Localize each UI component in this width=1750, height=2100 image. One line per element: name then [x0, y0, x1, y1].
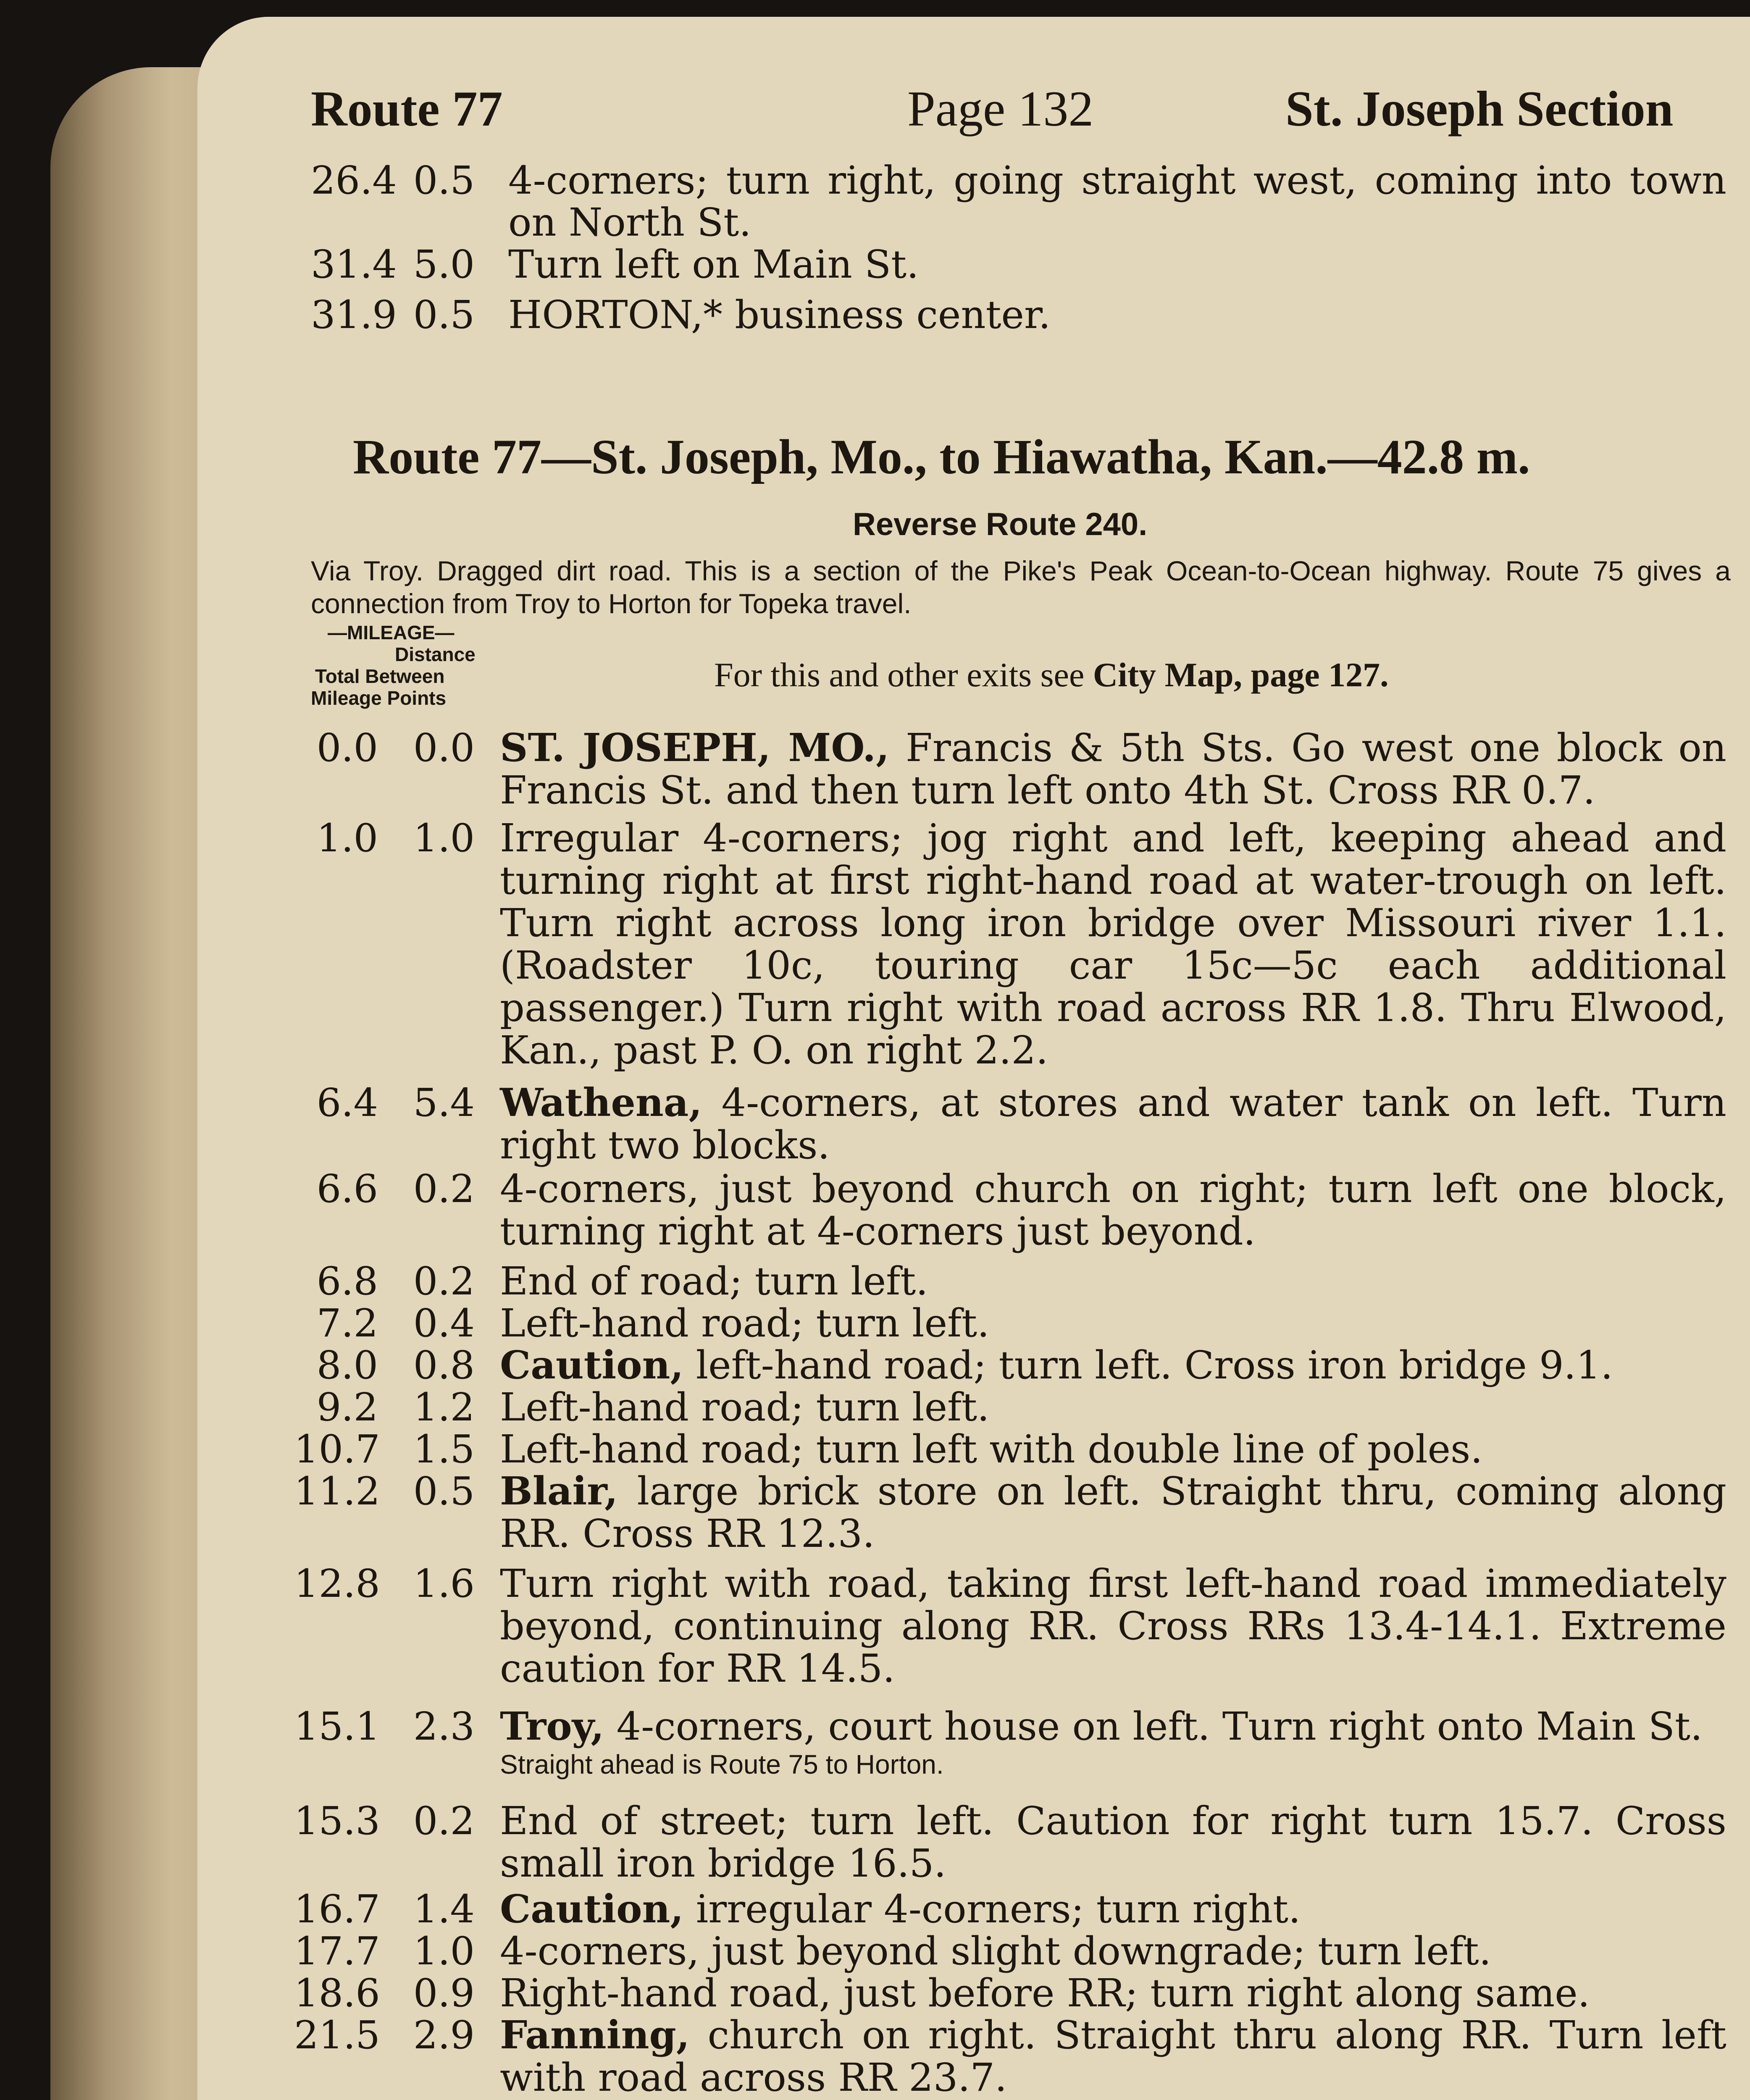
distance-between: 0.0	[413, 725, 475, 770]
distance-between: 1.4	[413, 1887, 475, 1932]
direction-detail: left-hand road; turn left. Cross iron bridge 9.1.	[683, 1343, 1613, 1388]
direction-detail: large brick store on left. Straight thru, coming along RR. Cross RR 12.3.	[500, 1469, 1726, 1556]
total-mileage: 26.4	[311, 158, 397, 203]
place-name: Blair,	[500, 1468, 618, 1514]
top-route-row	[311, 160, 1731, 244]
mileage-column-header	[311, 622, 512, 709]
distance-between: 0.5	[413, 1469, 475, 1514]
total-mileage: 17.7	[294, 1929, 380, 1974]
direction-text	[500, 1428, 1726, 1470]
distance-between: 0.2	[413, 1166, 475, 1211]
direction-detail: Right-hand road, just before RR; turn right along same.	[500, 1971, 1590, 2016]
total-mileage: 31.9	[311, 292, 397, 337]
total-mileage: 7.2	[316, 1301, 378, 1346]
direction-text	[500, 727, 1726, 811]
total-between-label: Total Between	[315, 665, 445, 687]
direction-text	[500, 2014, 1726, 2099]
total-mileage: 8.0	[316, 1343, 378, 1388]
distance-label: Distance	[395, 643, 476, 665]
direction-detail: 4-corners, at stores and water tank on left. Turn right two blocks.	[500, 1080, 1726, 1168]
direction-text: Turn left on Main St.	[508, 242, 919, 287]
route-title: Route 77—St. Joseph, Mo., to Hiawatha, Kan.—42.8 m.	[353, 429, 1530, 484]
city-map-reference	[714, 655, 1389, 695]
top-route-row	[311, 244, 1731, 286]
place-name: Caution,	[500, 1342, 684, 1388]
direction-text	[500, 1562, 1726, 1690]
direction-detail: 4-corners, court house on left. Turn right onto Main St.	[604, 1704, 1703, 1749]
total-mileage: 6.6	[316, 1166, 378, 1211]
route-intro: Via Troy. Dragged dirt road. This is a section of the Pike's Peak Ocean-to-Ocean highway. Route 75 gives a connection from Troy to Horton for Topeka travel.	[311, 555, 1731, 619]
top-route-row	[311, 294, 1731, 336]
direction-detail: irregular 4-corners; turn right.	[683, 1887, 1301, 1932]
direction-text	[500, 1888, 1726, 1930]
direction-text	[500, 1470, 1726, 1555]
distance-between: 0.2	[413, 1798, 475, 1843]
distance-between: 2.9	[413, 2013, 475, 2058]
distance-between: 1.0	[413, 816, 475, 861]
place-name: Fanning,	[500, 2012, 690, 2058]
distance-between: 1.2	[413, 1385, 475, 1430]
total-mileage: 31.4	[311, 242, 397, 287]
city-map-page: City Map, page 127.	[1093, 656, 1389, 694]
direction-text	[500, 1972, 1726, 2014]
direction-text	[500, 1930, 1726, 1972]
distance-between: 5.0	[413, 242, 475, 287]
direction-text: 4-corners; turn right, going straight west, coming into town on North St.	[508, 158, 1726, 245]
direction-text	[500, 1344, 1726, 1386]
total-mileage: 18.6	[294, 1971, 380, 2016]
place-name: ST. JOSEPH, MO.,	[500, 725, 890, 770]
distance-between: 1.0	[413, 1929, 475, 1974]
direction-detail: Left-hand road; turn left.	[500, 1301, 990, 1346]
direction-text	[500, 1386, 1726, 1428]
direction-text	[500, 1302, 1726, 1344]
distance-between: 5.4	[413, 1080, 475, 1125]
total-mileage: 21.5	[294, 2013, 380, 2058]
total-mileage: 12.8	[294, 1561, 380, 1606]
direction-detail: 4-corners, just beyond slight downgrade; turn left.	[500, 1929, 1492, 1974]
distance-between: 1.6	[413, 1561, 475, 1606]
distance-between: 0.5	[413, 158, 475, 203]
direction-detail: Left-hand road; turn left with double line of poles.	[500, 1427, 1483, 1472]
direction-detail: 4-corners, just beyond church on right; turn left one block, turning right at 4-corners just beyond.	[500, 1166, 1726, 1254]
direction-text: HORTON,* business center.	[508, 292, 1051, 337]
distance-between: 0.5	[413, 292, 475, 337]
direction-text	[500, 817, 1726, 1071]
distance-between: 1.5	[413, 1427, 475, 1472]
direction-detail: church on right. Straight thru along RR. Turn left with road across RR 23.7.	[500, 2013, 1726, 2100]
city-map-prefix: For this and other exits see	[714, 656, 1085, 694]
direction-detail: End of street; turn left. Caution for right turn 15.7. Cross small iron bridge 16.5.	[500, 1798, 1726, 1886]
total-mileage: 9.2	[316, 1385, 378, 1430]
total-mileage: 10.7	[294, 1427, 380, 1472]
direction-text	[500, 1705, 1726, 1781]
direction-text	[500, 1168, 1726, 1252]
mileage-points-label: Mileage Points	[311, 687, 447, 709]
distance-between: 0.4	[413, 1301, 475, 1346]
total-mileage: 11.2	[294, 1469, 380, 1514]
distance-between: 0.2	[413, 1259, 475, 1304]
place-name: Caution,	[500, 1886, 684, 1932]
route-note: Straight ahead is Route 75 to Horton.	[500, 1749, 944, 1780]
direction-text	[500, 1800, 1726, 1885]
distance-between: 0.8	[413, 1343, 475, 1388]
page-number-header: Page 132	[907, 81, 1094, 136]
total-mileage: 15.1	[294, 1704, 380, 1749]
section-header: St. Joseph Section	[1285, 81, 1674, 136]
total-mileage: 6.8	[316, 1259, 378, 1304]
distance-between: 2.3	[413, 1704, 475, 1749]
total-mileage: 1.0	[316, 816, 378, 861]
direction-detail: Francis & 5th Sts. Go west one block on Francis St. and then turn left onto 4th St. Cross RR 0.7.	[500, 725, 1727, 813]
total-mileage: 16.7	[294, 1887, 380, 1932]
direction-text	[500, 1082, 1726, 1166]
direction-detail: Left-hand road; turn left.	[500, 1385, 990, 1430]
reverse-route-note: Reverse Route 240.	[853, 507, 1148, 542]
direction-text	[500, 1260, 1726, 1302]
total-mileage: 15.3	[294, 1798, 380, 1843]
direction-detail: Turn right with road, taking first left-hand road immediately beyond, continuing along RR. Cross RRs 13.4-14.1. Extreme caution for RR 14.5.	[500, 1561, 1726, 1691]
direction-detail: Irregular 4-corners; jog right and left, keeping ahead and turning right at first right-hand road at water-trough on left. Turn right across long iron bridge over Missouri river 1.1. (Roadster 10c, touring car 15c—5c each additional passenger.) Turn right with road across RR 1.8. Thru Elwood, Kan., past P. O. on right 2.2.	[500, 816, 1726, 1073]
place-name: Wathena,	[500, 1080, 702, 1125]
distance-between: 0.9	[413, 1971, 475, 2016]
route-number-header: Route 77	[311, 81, 503, 136]
total-mileage: 6.4	[316, 1080, 378, 1125]
total-mileage: 0.0	[316, 725, 378, 770]
place-name: Troy,	[500, 1704, 604, 1749]
mileage-label: —MILEAGE—	[328, 622, 455, 643]
direction-detail: End of road; turn left.	[500, 1259, 928, 1304]
